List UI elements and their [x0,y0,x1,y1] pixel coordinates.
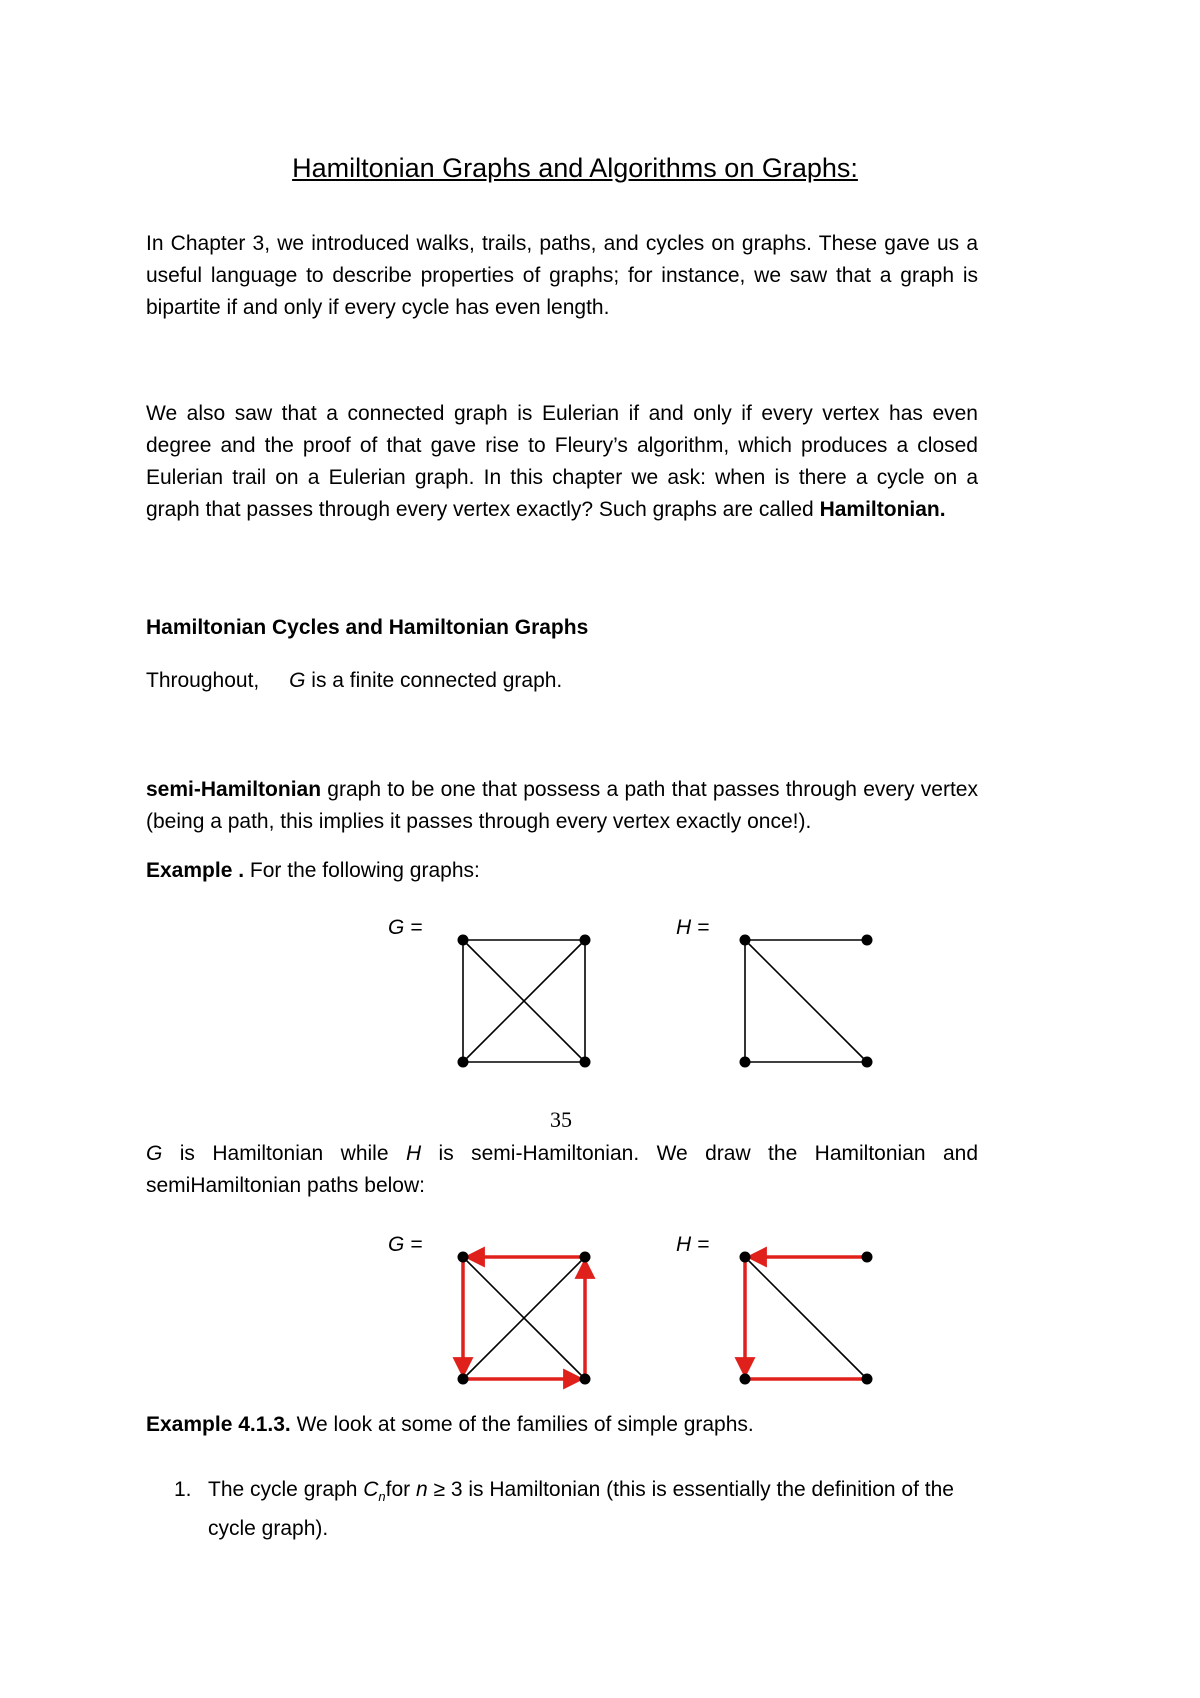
list-text-pre: The cycle graph [208,1478,364,1501]
list-text [208,1474,978,1545]
vertex [580,1057,591,1068]
graph-h-label-2: H = [676,1233,710,1256]
example-413-line [146,1410,754,1440]
graph-h-semihamiltonian [745,1257,867,1379]
vertex [862,1252,873,1263]
vertex [862,1057,873,1068]
vertex [740,1374,751,1385]
throughout-var: G [289,669,306,692]
vertex [458,1057,469,1068]
vertex [862,1374,873,1385]
graph-h [745,940,867,1062]
throughout-rest: is a finite connected graph. [305,669,563,692]
vertex [740,935,751,946]
vertex [740,1057,751,1068]
edge [745,1257,867,1379]
graph-g-label: G = [388,916,423,939]
vertex [458,1252,469,1263]
var-h: H [405,1142,422,1165]
graph-g [463,940,585,1062]
graph-g-hamiltonian [463,1257,585,1379]
edge [745,940,867,1062]
result-text-1: is Hamiltonian while [162,1142,406,1165]
vertex [458,1374,469,1385]
section-heading: Hamiltonian Cycles and Hamiltonian Graphs [146,616,589,639]
hamiltonian-result-paragraph [146,1138,978,1202]
vertex [458,935,469,946]
families-list [146,1474,978,1544]
graph-g-label-2: G = [388,1233,423,1256]
cycle-subscript: n [378,1489,386,1505]
vertex [740,1252,751,1263]
page-title: Hamiltonian Graphs and Algorithms on Graphs: [292,153,858,183]
page-number: 35 [550,1107,572,1132]
var-g: G [146,1142,163,1165]
list-number: 1. [174,1478,192,1501]
throughout-label: Throughout, [146,669,260,692]
example-label: Example . [146,859,245,882]
hamiltonian-term: Hamiltonian. [819,498,946,521]
example-text: For the following graphs: [244,859,480,882]
cycle-var: C [363,1478,379,1501]
semi-hamiltonian-text: graph to be one that possess a path that passes through every vertex (being a path, this implies it passes through every vertex exactly once!). [146,778,978,833]
list-text-mid: for [385,1478,416,1501]
intro-paragraph: In Chapter 3, we introduced walks, trails, paths, and cycles on graphs. These gave us a useful language to describe properties of graphs; for instance, we saw that a graph is bipartite if and only if every cycle has even length. [146,232,978,319]
vertex [580,1374,591,1385]
vertex [862,935,873,946]
vertex [580,935,591,946]
n-var: n [416,1478,428,1501]
eulerian-text: We also saw that a connected graph is Eulerian if and only if every vertex has even degree and the proof of that gave rise to Fleury’s algorithm, which produces a closed Eulerian trail on a Eulerian graph. In this chapter we ask: when is there a cycle on a graph that passes through every vertex exactly? Such graphs are called [146,402,978,521]
semi-hamiltonian-term: semi-Hamiltonian [146,778,322,801]
vertex [580,1252,591,1263]
example-413-text: We look at some of the families of simple graphs. [290,1413,754,1436]
graph-h-label: H = [676,916,710,939]
result-text-2: is semi-Hamiltonian. We draw the Hamiltonian and semiHamiltonian paths below: [146,1142,979,1197]
example-413-label: Example 4.1.3. [146,1413,291,1436]
list-text-post: ≥ 3 is Hamiltonian (this is essentially the definition of the cycle graph). [208,1478,954,1541]
